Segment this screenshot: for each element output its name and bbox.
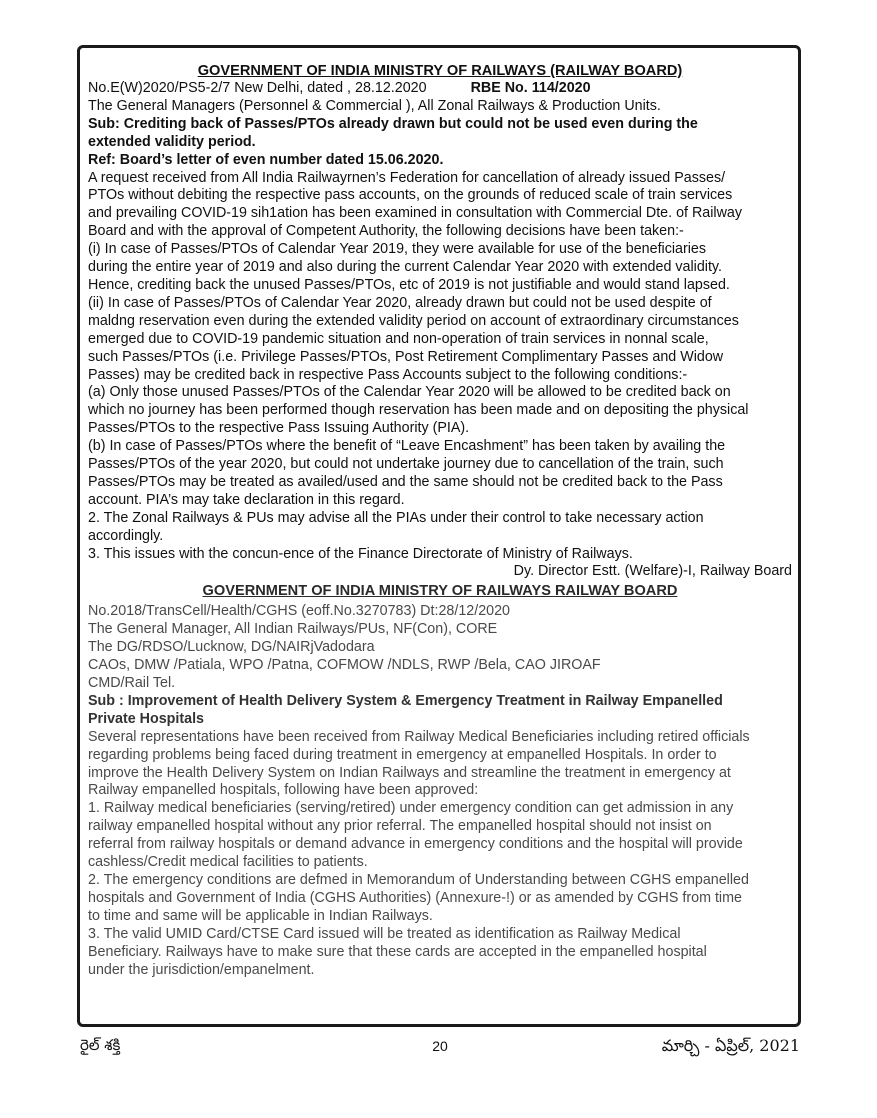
section2-title: GOVERNMENT OF INDIA MINISTRY OF RAILWAYS RAILWAY BOARD bbox=[202, 583, 678, 600]
section1-line: (ii) In case of Passes/PTOs of Calendar Year 2020, already drawn but could not be used despite of bbox=[88, 294, 712, 311]
section1-body bbox=[88, 98, 792, 564]
section2-line: 1. Railway medical beneficiaries (serving/retired) under emergency condition can get admission in any bbox=[88, 800, 734, 817]
section1-line: Ref: Board’s letter of even number dated 15.06.2020. bbox=[88, 151, 444, 168]
magazine-name: రైల్ శక్తి bbox=[80, 1036, 121, 1054]
reference-number: No.E(W)2020/PS5-2/7 New Delhi, dated , 28.12.2020 bbox=[88, 80, 427, 96]
section1-line: account. PIA’s may take declaration in this regard. bbox=[88, 491, 405, 508]
section2-line: regarding problems being faced during treatment in emergency at empanelled Hospitals. In order to bbox=[88, 746, 717, 763]
section1-line: (a) Only those unused Passes/PTOs of the Calendar Year 2020 will be allowed to be credited back on bbox=[88, 384, 731, 401]
page-footer bbox=[80, 1036, 800, 1060]
section2-line: No.2018/TransCell/Health/CGHS (eoff.No.3270783) Dt:28/12/2020 bbox=[88, 603, 511, 620]
section1-line: during the entire year of 2019 and also during the current Calendar Year 2020 with extended validity. bbox=[88, 259, 722, 276]
section1-line: such Passes/PTOs (i.e. Privilege Passes/PTOs, Post Retirement Complimentary Passes and Widow bbox=[88, 348, 724, 365]
section1-title: GOVERNMENT OF INDIA MINISTRY OF RAILWAYS (RAILWAY BOARD) bbox=[197, 63, 683, 79]
section1-line: (i) In case of Passes/PTOs of Calendar Year 2019, they were available for use of the beneficiaries bbox=[88, 241, 707, 258]
section2-line: cashless/Credit medical facilities to patients. bbox=[88, 854, 368, 871]
section1-line: Sub: Crediting back of Passes/PTOs already drawn but could not be used even during the bbox=[88, 115, 698, 132]
section2-line: CAOs, DMW /Patiala, WPO /Patna, COFMOW /NDLS, RWP /Bela, CAO JIROAF bbox=[88, 657, 601, 674]
section1-line: Passes/PTOs of the year 2020, but could not undertake journey due to cancellation of the train, such bbox=[88, 456, 724, 473]
section2-line: The General Manager, All Indian Railways/PUs, NF(Con), CORE bbox=[88, 621, 498, 638]
section1-line: A request received from All India Railwayrnen’s Federation for cancellation of already issued Passes/ bbox=[88, 169, 726, 186]
section1-line: accordingly. bbox=[88, 527, 164, 544]
section2-line: 2. The emergency conditions are defmed in Memorandum of Understanding between CGHS empanelled bbox=[88, 871, 749, 888]
section1-line: Board and with the approval of Competent Authority, the following decisions have been taken:- bbox=[88, 223, 684, 240]
section1-line: maldng reservation even during the extended validity period on account of extraordinary circumstances bbox=[88, 312, 739, 329]
section1-line: (b) In case of Passes/PTOs where the benefit of “Leave Encashment” has been taken by availing the bbox=[88, 438, 726, 455]
section1-line: emerged due to COVID-19 pandemic situation and non-operation of train services in nonnal scale, bbox=[88, 330, 709, 347]
page-content bbox=[88, 62, 792, 979]
section2-line: under the jurisdiction/empanelment. bbox=[88, 961, 315, 978]
section1-line: 2. The Zonal Railways & PUs may advise all the PIAs under their control to take necessary action bbox=[88, 509, 704, 526]
section1-line: Hence, crediting back the unused Passes/PTOs, etc of 2019 is not justifiable and would stand lapsed. bbox=[88, 276, 730, 293]
rbe-number: RBE No. 114/2020 bbox=[470, 80, 591, 96]
section2-line: 3. The valid UMID Card/CTSE Card issued will be treated as identification as Railway Medical bbox=[88, 925, 681, 942]
section2-line: railway empanelled hospital without any prior referral. The empanelled hospital should not insist on bbox=[88, 818, 712, 835]
section2-line: Several representations have been received from Railway Medical Beneficiaries including retired officials bbox=[88, 728, 750, 745]
section2-line: improve the Health Delivery System on Indian Railways and streamline the treatment in emergency at bbox=[88, 764, 731, 781]
section1-line: extended validity period. bbox=[88, 133, 256, 150]
section1-line: Passes/PTOs to the respective Pass Issuing Authority (PIA). bbox=[88, 420, 470, 437]
section2-line: to time and same will be applicable in Indian Railways. bbox=[88, 907, 433, 924]
signature: Dy. Director Estt. (Welfare)-I, Railway Board bbox=[513, 563, 792, 580]
section1-line: Passes) may be credited back in respective Pass Accounts subject to the following conditions:- bbox=[88, 366, 688, 383]
section2-line: Sub : Improvement of Health Delivery System & Emergency Treatment in Railway Empanelled bbox=[88, 692, 723, 709]
page-number: 20 bbox=[432, 1038, 448, 1054]
section2-line: Private Hospitals bbox=[88, 710, 205, 727]
section2-line: Railway empanelled hospitals, following have been approved: bbox=[88, 782, 479, 799]
section2-line: The DG/RDSO/Lucknow, DG/NAIRjVadodara bbox=[88, 639, 375, 656]
section1-line: and prevailing COVID-19 sih1ation has been examined in consultation with Commercial Dte. of Railway bbox=[88, 205, 743, 222]
section2-line: hospitals and Government of India (CGHS Authorities) (Annexure-!) or as amended by CGHS from time bbox=[88, 889, 742, 906]
section2-line: Beneficiary. Railways have to make sure that these cards are accepted in the empanelled hospital bbox=[88, 943, 707, 960]
section1-line: The General Managers (Personnel & Commercial ), All Zonal Railways & Production Units. bbox=[88, 97, 661, 114]
section2-line: CMD/Rail Tel. bbox=[88, 675, 176, 691]
section1-line: Passes/PTOs may be treated as availed/used and the same should not be credited back to the Pass bbox=[88, 473, 723, 490]
section1-line: which no journey has been performed though reservation has been made and on depositing the physical bbox=[88, 402, 749, 419]
section2-line: referral from railway hospitals or demand advance in emergency conditions and the hospital will provide bbox=[88, 836, 743, 853]
section2-body bbox=[88, 603, 792, 979]
reference-line bbox=[88, 80, 792, 98]
section1-line: 3. This issues with the concun-ence of the Finance Directorate of Ministry of Railways. bbox=[88, 545, 633, 562]
issue-date: మార్చి - ఏప్రిల్, 2021 bbox=[661, 1036, 800, 1055]
section1-line: PTOs without debiting the respective pass accounts, on the grounds of reduced scale of train services bbox=[88, 187, 733, 204]
